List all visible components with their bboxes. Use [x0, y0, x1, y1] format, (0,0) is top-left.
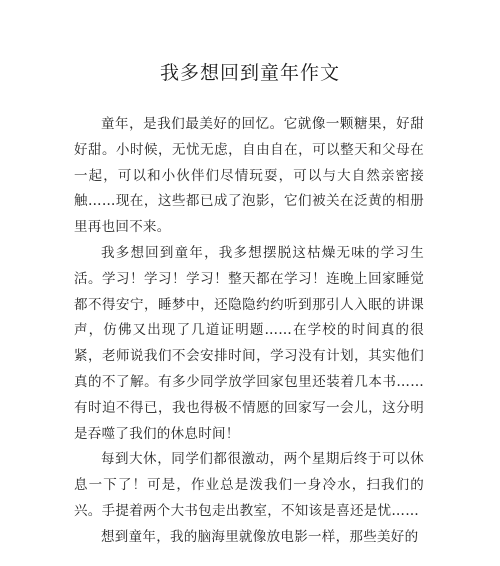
essay-body [74, 112, 424, 551]
essay-title: 我多想回到童年作文 [159, 62, 340, 84]
paragraph-3: 每到大休，同学们都很激动，两个星期后终于可以休息一下了！可是，作业总是泼我们一身冷水，扫我们的兴。手提着两个大书包走出教室，不知该是喜还是忧…… [74, 451, 424, 519]
paragraph-1: 童年，是我们最美好的回忆。它就像一颗糖果，好甜好甜。小时候，无忧无虑，自由自在，可以整天和父母在一起，可以和小伙伴们尽情玩耍，可以与大自然亲密接触……现在，这些都已成了泡影，它们被关在泛黄的相册里再也回不来。 [74, 116, 424, 236]
paragraph-4: 想到童年，我的脑海里就像放电影一样，那些美好的 [101, 528, 419, 545]
paragraph-2: 我多想回到童年，我多想摆脱这枯燥无味的学习生活。学习！学习！学习！整天都在学习！连晚上回家睡觉都不得安宁，睡梦中，还隐隐约约听到那引人入眠的讲课声，仿佛又出现了几道证明题……在学校的时间真的很紧，老师说我们不会安排时间，学习没有计划，其实他们真的不了解。有多少同学放学回家包里还装着几本书……有时迫不得已，我也得极不情愿的回家写一会儿，这分明是吞噬了我们的休息时间！ [74, 244, 424, 442]
